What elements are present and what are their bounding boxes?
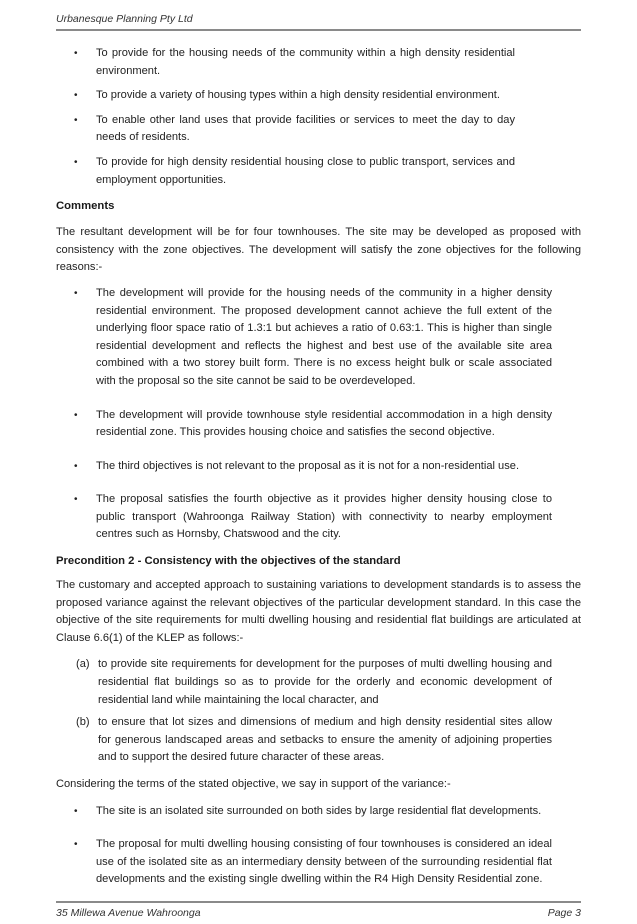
list-item: • The development will provide for the housing needs of the community in a higher density residential environment. The proposed development cannot achieve the full extent of the underlying floor space ratio of 1.3:1 but achieves a ratio of 0.63:1. This is higher than single residential development and reflects the highest and best use of the available site area combined with a two storey built form. There is no excess height bulk or scale associated with the proposal so the site cannot be said to be overdeveloped. [56, 285, 552, 391]
clause-text: to provide site requirements for development for the purposes of multi dwelling housing and residential flat buildings so as to provide for the orderly and economic development of residential land while maintaining the local character, and [98, 658, 552, 706]
clause-marker: (b) [76, 716, 90, 729]
clause-list [56, 656, 552, 767]
support-intro: Considering the terms of the stated objective, we say in support of the variance:- [56, 778, 451, 790]
precondition-intro: The customary and accepted approach to sustaining variations to development standards is to assess the proposed variance against the relevant objectives of the particular development standard. In this case the objective of the site requirements for multi dwelling housing and residential flat buildings are articulated at Clause 6.6(1) of the KLEP as follows:- [56, 579, 581, 644]
list-item: • The proposal for multi dwelling housing consisting of four townhouses is considered an ideal use of the isolated site as an intermediary density between of the surrounding residential flat developments and the existing single dwelling within the R4 High Density Residential zone. [56, 836, 552, 889]
footer-rule [56, 901, 581, 903]
comments-reasons-list [56, 285, 552, 544]
footer-address: 35 Millewa Avenue Wahroonga [56, 907, 201, 919]
list-item: • To provide for the housing needs of the community within a high density residential environment. [56, 45, 515, 80]
clause-text: to ensure that lot sizes and dimensions of medium and high density residential sites allow for generous landscaped areas and setbacks to ensure the amenity of adjoining properties and to support the desired future character of these areas. [98, 716, 552, 764]
support-points-list [56, 803, 552, 889]
clause-marker: (a) [76, 658, 90, 671]
company-name: Urbanesque Planning Pty Ltd [56, 13, 193, 25]
comments-intro: The resultant development will be for four townhouses. The site may be developed as proposed with consistency with the zone objectives. The development will satisfy the zone objectives for the following reasons:- [56, 226, 581, 274]
page-number: Page 3 [547, 907, 581, 919]
list-item: • The development will provide townhouse style residential accommodation in a high density residential zone. This provides housing choice and satisfies the second objective. [56, 407, 552, 442]
comments-heading: Comments [56, 200, 115, 213]
precondition-heading: Precondition 2 - Consistency with the objectives of the standard [56, 555, 401, 568]
header-rule [56, 29, 581, 31]
list-item: • To provide for high density residential housing close to public transport, services and employment opportunities. [56, 154, 515, 189]
zone-objectives-list [56, 45, 515, 189]
list-item: • To provide a variety of housing types within a high density residential environment. [56, 87, 515, 105]
list-item: • To enable other land uses that provide facilities or services to meet the day to day needs of residents. [56, 112, 515, 147]
list-item: • The proposal satisfies the fourth objective as it provides higher density housing close to public transport (Wahroonga Railway Station) with connectivity to nearby employment centres such as Hornsby, Chatswood and the city. [56, 491, 552, 544]
list-item: • The site is an isolated site surrounded on both sides by large residential flat developments. [56, 803, 552, 821]
page-footer [56, 906, 581, 920]
page-body [56, 45, 581, 889]
list-item [56, 714, 552, 767]
list-item: • The third objectives is not relevant to the proposal as it is not for a non-residential use. [56, 458, 552, 476]
page-header [56, 12, 581, 26]
list-item [56, 656, 552, 709]
